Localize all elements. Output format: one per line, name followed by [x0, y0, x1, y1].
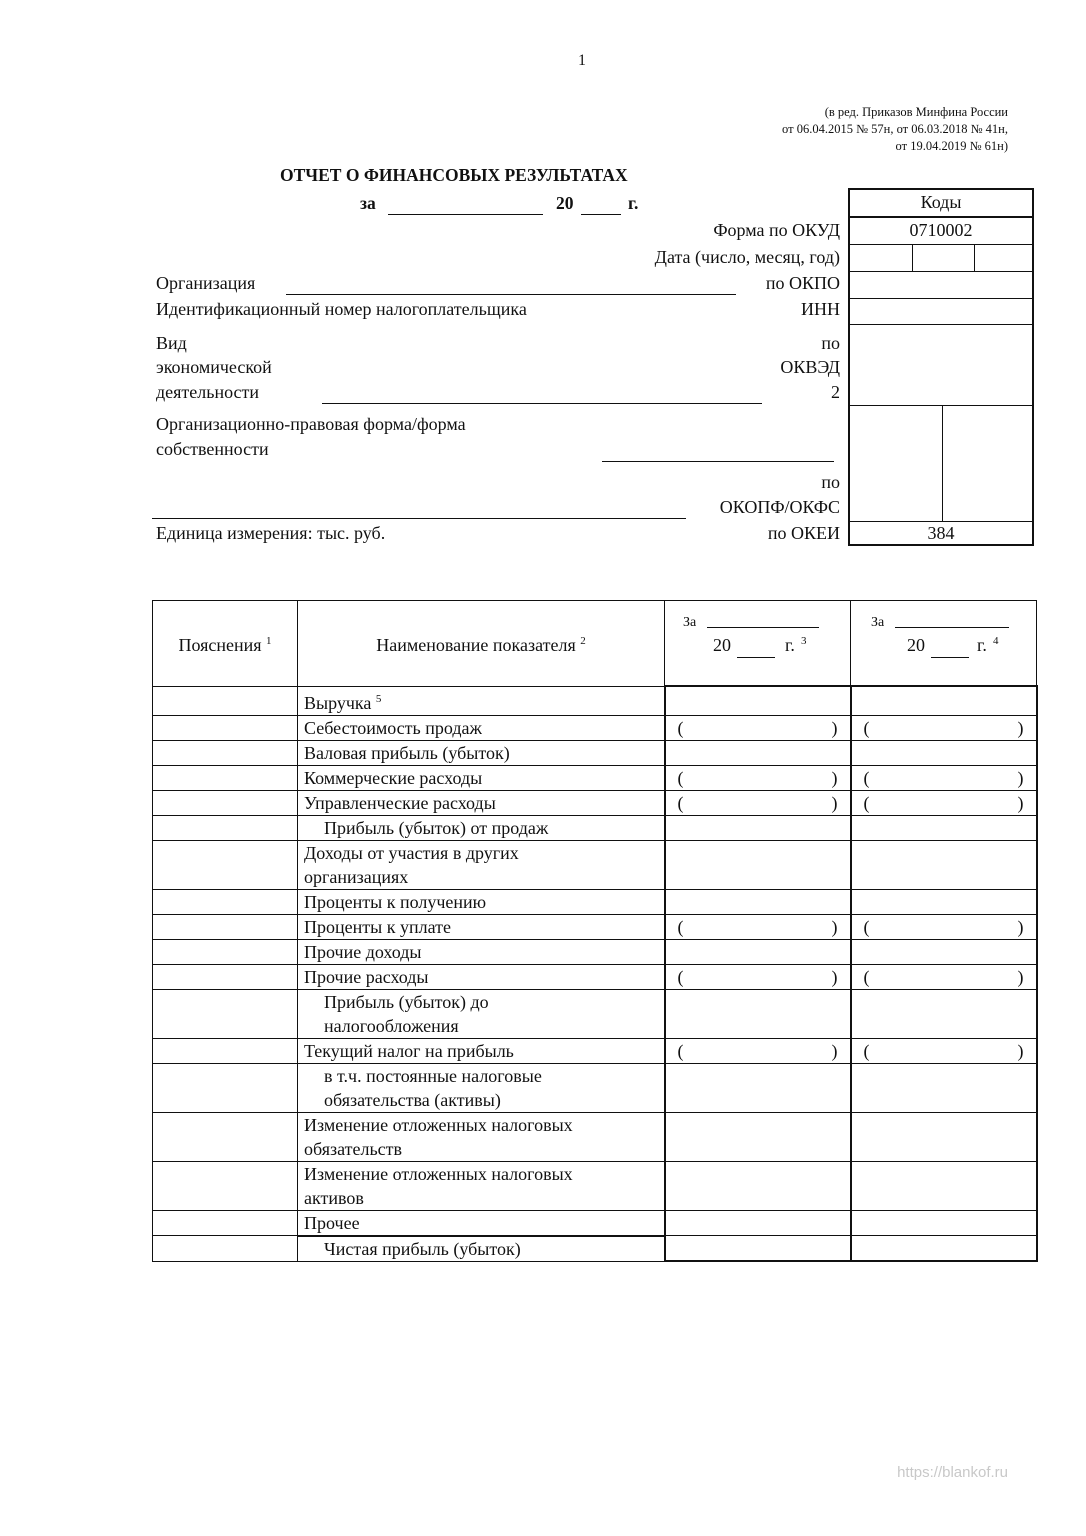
paren-close: ): [1017, 717, 1024, 738]
activity-label-2: экономической: [156, 357, 272, 377]
value-cell-period-1[interactable]: [665, 1210, 851, 1236]
activity-field[interactable]: [322, 403, 762, 404]
inn-full-label: Идентификационный номер налогоплательщика: [156, 299, 527, 319]
paren-open: (: [677, 767, 684, 788]
indicator-name-line: Доходы от участия в других: [304, 842, 519, 863]
period1-blank[interactable]: [707, 627, 819, 628]
indicator-name: [298, 1038, 665, 1063]
explanation-cell[interactable]: [153, 1112, 298, 1161]
table-row: [153, 889, 1037, 914]
indicator-name-line: налогообложения: [324, 1015, 459, 1036]
period1-za: За: [683, 615, 697, 630]
value-cell-period-2[interactable]: [851, 889, 1037, 914]
value-cell-period-1[interactable]: [665, 1063, 851, 1112]
paren-close: ): [831, 966, 838, 987]
paren-open: (: [863, 966, 870, 987]
table-row: [153, 815, 1037, 840]
footnote-3: 3: [801, 635, 807, 647]
indicator-name: [298, 815, 665, 840]
codes-divider: [850, 244, 1032, 245]
indicator-name: [298, 740, 665, 765]
okved-label-2: ОКВЭД: [780, 357, 840, 377]
indicator-name-line: Изменение отложенных налоговых: [304, 1163, 573, 1184]
indicator-name-text: Коммерческие расходы: [304, 767, 483, 788]
date-label: Дата (число, месяц, год): [654, 247, 840, 267]
explanation-cell[interactable]: [153, 989, 298, 1038]
explanation-cell[interactable]: [153, 686, 298, 715]
indicator-name-line: обязательств: [304, 1138, 403, 1159]
table-row: [153, 989, 1037, 1038]
indicator-name-line: активов: [304, 1187, 364, 1208]
legal-form-field-2[interactable]: [152, 518, 686, 519]
indicator-name-line: организациях: [304, 866, 409, 887]
paren-open: (: [863, 916, 870, 937]
okud-value: 0710002: [909, 220, 973, 240]
value-cell-period-1[interactable]: [665, 686, 851, 715]
legal-form-label-2: собственности: [156, 439, 269, 459]
table-row: [153, 1112, 1037, 1161]
indicator-name: [298, 840, 665, 889]
indicator-name-text: Прочие расходы: [304, 966, 429, 987]
date-month-divider: [974, 244, 975, 271]
indicator-name: [298, 889, 665, 914]
value-cell-period-2[interactable]: [851, 686, 1037, 715]
page-number: 1: [578, 52, 586, 69]
value-cell-period-2[interactable]: [851, 1236, 1037, 1262]
value-cell-period-1[interactable]: [665, 765, 851, 790]
value-cell-period-1[interactable]: [665, 914, 851, 939]
value-cell-period-2[interactable]: [851, 1063, 1037, 1112]
explanation-cell[interactable]: [153, 914, 298, 939]
indicator-name: [298, 914, 665, 939]
paren-open: (: [863, 1040, 870, 1061]
paren-close: ): [831, 916, 838, 937]
indicator-name-text: Прибыль (убыток) от продаж: [324, 817, 549, 838]
paren-close: ): [831, 792, 838, 813]
period-year-suffix: г.: [628, 193, 639, 213]
value-cell-period-2[interactable]: [851, 1210, 1037, 1236]
explanation-cell[interactable]: [153, 790, 298, 815]
period2-g: г.: [977, 635, 987, 655]
indicator-name: [298, 715, 665, 740]
paren-close: ): [1017, 1040, 1024, 1061]
value-cell-period-1[interactable]: [665, 1236, 851, 1262]
col-name: [298, 601, 665, 687]
table-row: [153, 1161, 1037, 1210]
indicator-name: [298, 790, 665, 815]
table-row: [153, 715, 1037, 740]
explanation-cell[interactable]: [153, 889, 298, 914]
explanation-cell[interactable]: [153, 740, 298, 765]
date-day-divider: [912, 244, 913, 271]
value-cell-period-2[interactable]: [851, 715, 1037, 740]
explanation-cell[interactable]: [153, 939, 298, 964]
value-cell-period-1[interactable]: [665, 1161, 851, 1210]
value-cell-period-1[interactable]: [665, 1112, 851, 1161]
paren-close: ): [1017, 916, 1024, 937]
explanation-cell[interactable]: [153, 765, 298, 790]
table-row: [153, 1210, 1037, 1236]
indicator-name-text: Прочее: [304, 1212, 360, 1233]
paren-open: (: [677, 916, 684, 937]
period2-za: За: [871, 615, 885, 630]
footnote-1: 1: [266, 635, 272, 648]
legal-form-label-1: Организационно-правовая форма/форма: [156, 414, 466, 434]
paren-open: (: [677, 792, 684, 813]
codes-divider: [850, 298, 1032, 299]
table-row: [153, 740, 1037, 765]
indicator-name-text: Себестоимость продаж: [304, 717, 482, 738]
table-row: [153, 790, 1037, 815]
paren-open: (: [677, 966, 684, 987]
table-row: [153, 765, 1037, 790]
paren-close: ): [831, 767, 838, 788]
paren-close: ): [1017, 767, 1024, 788]
value-cell-period-2[interactable]: [851, 939, 1037, 964]
indicator-name: [298, 989, 665, 1038]
okved-label-3: 2: [831, 382, 840, 402]
indicator-name-text: Выручка: [304, 692, 372, 713]
amendment-line-2: от 06.04.2015 № 57н, от 06.03.2018 № 41н,: [782, 122, 1008, 136]
indicator-name-text: Валовая прибыль (убыток): [304, 742, 510, 763]
activity-label-3: деятельности: [156, 382, 260, 402]
table-row: [153, 686, 1037, 715]
table-row: [153, 914, 1037, 939]
year-blank[interactable]: [581, 214, 621, 215]
value-cell-period-2[interactable]: [851, 914, 1037, 939]
period1-year-blank[interactable]: [737, 657, 775, 658]
okopf-label-1: по: [821, 472, 840, 492]
codes-divider: [850, 405, 1032, 406]
okved-label-1: по: [821, 333, 840, 353]
explanation-cell[interactable]: [153, 1038, 298, 1063]
col-period-1: [665, 601, 851, 687]
indicator-name-text: Проценты к получению: [304, 891, 487, 912]
explanation-cell[interactable]: [153, 840, 298, 889]
value-cell-period-2[interactable]: [851, 964, 1037, 989]
okei-value: 384: [927, 523, 955, 543]
value-cell-period-1[interactable]: [665, 1038, 851, 1063]
value-cell-period-1[interactable]: [665, 964, 851, 989]
value-cell-period-1[interactable]: [665, 889, 851, 914]
report-table: [152, 600, 1038, 1262]
value-cell-period-2[interactable]: [851, 840, 1037, 889]
value-cell-period-2[interactable]: [851, 1112, 1037, 1161]
value-cell-period-1[interactable]: [665, 715, 851, 740]
indicator-name: [298, 939, 665, 964]
indicator-name: [298, 765, 665, 790]
period2-blank[interactable]: [895, 627, 1009, 628]
col-explanations: [153, 601, 298, 687]
amendment-line-3: от 19.04.2019 № 61н): [895, 139, 1008, 153]
paren-open: (: [677, 1040, 684, 1061]
table-header-row: [153, 601, 1037, 687]
okei-label: по ОКЕИ: [767, 523, 840, 543]
report-title: ОТЧЕТ О ФИНАНСОВЫХ РЕЗУЛЬТАТАХ: [280, 165, 628, 185]
explanation-cell[interactable]: [153, 1063, 298, 1112]
okopf-okfs-divider: [942, 405, 943, 521]
indicator-name-line: обязательства (активы): [324, 1089, 501, 1110]
table-row: [153, 964, 1037, 989]
value-cell-period-1[interactable]: [665, 989, 851, 1038]
watermark: https://blankof.ru: [897, 1464, 1008, 1481]
codes-divider: [850, 324, 1032, 325]
okud-label: Форма по ОКУД: [713, 220, 840, 240]
paren-open: (: [863, 717, 870, 738]
value-cell-period-2[interactable]: [851, 790, 1037, 815]
okpo-label: по ОКПО: [765, 273, 840, 293]
indicator-name-line: Изменение отложенных налоговых: [304, 1114, 573, 1135]
indicator-name: [298, 686, 665, 715]
explanation-cell[interactable]: [153, 1210, 298, 1236]
col-explanations-label: Пояснения: [178, 635, 262, 656]
value-cell-period-2[interactable]: [851, 1038, 1037, 1063]
value-cell-period-2[interactable]: [851, 989, 1037, 1038]
codes-divider: [850, 216, 1032, 218]
value-cell-period-2[interactable]: [851, 1161, 1037, 1210]
table-row: [153, 1063, 1037, 1112]
footnote-5: 5: [375, 692, 382, 705]
indicator-name-text: Чистая прибыль (убыток): [324, 1238, 521, 1259]
indicator-name-line: в т.ч. постоянные налоговые: [324, 1065, 542, 1086]
codes-divider: [850, 521, 1032, 522]
explanation-cell[interactable]: [153, 964, 298, 989]
organization-field[interactable]: [286, 294, 736, 295]
indicator-name: [298, 1210, 665, 1236]
col-name-label: Наименование показателя: [376, 635, 576, 656]
explanation-cell[interactable]: [153, 815, 298, 840]
period-year-prefix: 20: [556, 193, 574, 213]
period-blank[interactable]: [388, 214, 543, 215]
period2-year: 20: [907, 635, 925, 655]
value-cell-period-1[interactable]: [665, 740, 851, 765]
paren-close: ): [1017, 792, 1024, 813]
explanation-cell[interactable]: [153, 1161, 298, 1210]
codes-header: Коды: [920, 192, 962, 212]
amendment-line-1: (в ред. Приказов Минфина России: [824, 105, 1008, 119]
period1-year: 20: [713, 635, 731, 655]
indicator-name: [298, 1063, 665, 1112]
activity-label-1: Вид: [156, 333, 187, 353]
value-cell-period-1[interactable]: [665, 939, 851, 964]
indicator-name: [298, 1161, 665, 1210]
table-row: [153, 1038, 1037, 1063]
paren-close: ): [1017, 966, 1024, 987]
indicator-name-text: Прочие доходы: [304, 941, 422, 962]
indicator-name: [298, 1112, 665, 1161]
value-cell-period-2[interactable]: [851, 815, 1037, 840]
codes-divider: [850, 271, 1032, 272]
footnote-4: 4: [993, 635, 999, 647]
value-cell-period-1[interactable]: [665, 790, 851, 815]
table-row: [153, 939, 1037, 964]
period1-g: г.: [785, 635, 795, 655]
period2-year-blank[interactable]: [931, 657, 969, 658]
paren-close: ): [831, 1040, 838, 1061]
okopf-label-2: ОКОПФ/ОКФС: [719, 497, 840, 517]
explanation-cell[interactable]: [153, 1236, 298, 1262]
unit-label: Единица измерения: тыс. руб.: [156, 523, 386, 543]
indicator-name-text: Проценты к уплате: [304, 916, 451, 937]
paren-close: ): [831, 717, 838, 738]
table-row: [153, 840, 1037, 889]
value-cell-period-2[interactable]: [851, 740, 1037, 765]
table-row: [153, 1236, 1037, 1262]
inn-label: ИНН: [801, 299, 840, 319]
indicator-name-line: Прибыль (убыток) до: [324, 991, 489, 1012]
codes-box: [848, 188, 1034, 546]
paren-open: (: [863, 792, 870, 813]
indicator-name: [298, 964, 665, 989]
footnote-2: 2: [580, 635, 586, 648]
paren-open: (: [863, 767, 870, 788]
value-cell-period-1[interactable]: [665, 840, 851, 889]
period-za: за: [360, 193, 376, 213]
indicator-name-text: Управленческие расходы: [304, 792, 496, 813]
col-period-2: [851, 601, 1037, 687]
indicator-name: [298, 1236, 665, 1262]
indicator-name-text: Текущий налог на прибыль: [304, 1040, 514, 1061]
organization-label: Организация: [156, 273, 256, 293]
paren-open: (: [677, 717, 684, 738]
explanation-cell[interactable]: [153, 715, 298, 740]
value-cell-period-1[interactable]: [665, 815, 851, 840]
legal-form-field-1[interactable]: [602, 461, 834, 462]
value-cell-period-2[interactable]: [851, 765, 1037, 790]
